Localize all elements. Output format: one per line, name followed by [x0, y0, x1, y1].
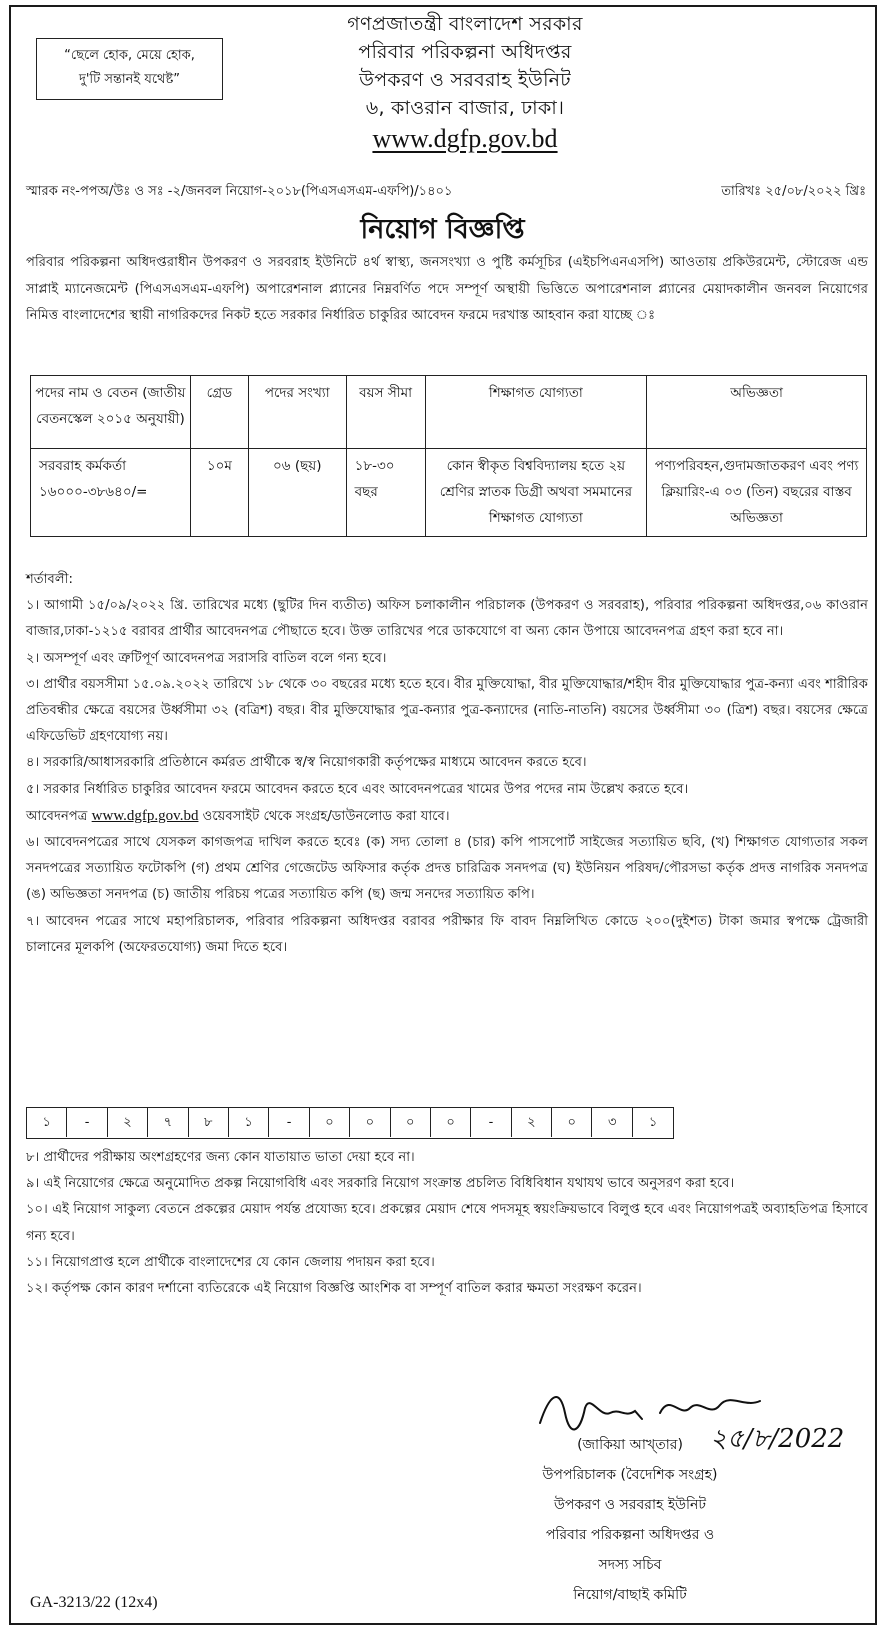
header-experience: অভিজ্ঞতা [647, 376, 867, 449]
reference-row [26, 180, 866, 204]
letterhead [230, 10, 700, 156]
signatory-unit: উপকরণ ও সরবরাহ ইউনিট [553, 1497, 707, 1513]
code-digit: - [471, 1108, 511, 1137]
term-download-note [26, 803, 868, 830]
code-digit: ০ [552, 1108, 592, 1137]
cell-count: ০৬ (ছয়) [248, 449, 346, 537]
code-digit: ২ [108, 1108, 148, 1137]
terms-section-continued [26, 1145, 868, 1302]
intro-paragraph: পরিবার পরিকল্পনা অধিদপ্তরাধীন উপকরণ ও সরবরাহ ইউনিটে ৪র্থ স্বাস্থ্য, জনসংখ্যা ও পুষ্টি কর্মসূচির (এইচপিএনএসপি) আওতায় প্রকিউরমেন্ট, স্টোরেজ এন্ড সাপ্লাই ম্যানেজমেন্ট (পিএসএসএম-এফপি) অপারেশনাল প্ল্যানের নিম্নবর্ণিত পদে সম্পূর্ণ অস্থায়ী ভিত্তিতে অপারেশনাল প্ল্যানের মেয়াদকালীন জনবল নিয়োগের নিমিত্ত বাংলাদেশের স্থায়ী নাগরিকদের নিকট হতে সরকার নির্ধারিত চাকুরির আবেদন ফরমে দরখাস্ত আহবান করা যাচ্ছে ঃ [26, 255, 868, 323]
cell-experience: পণ্যপরিবহন,গুদামজাতকরণ এবং পণ্য ক্লিয়ারিং-এ ০৩ (তিন) বছরের বাস্তব অভিজ্ঞতা [647, 449, 867, 537]
code-digit: ২ [512, 1108, 552, 1137]
code-digit: ০ [431, 1108, 471, 1137]
term-item: ৪। সরকারি/আধাসরকারি প্রতিষ্ঠানে কর্মরত প্রার্থীকে স্ব/স্ব নিয়োগকারী কর্তৃপক্ষের মাধ্যমে আবেদন করতে হবে। [26, 755, 587, 771]
letterhead-government: গণপ্রজাতন্ত্রী বাংলাদেশ সরকার [347, 13, 583, 35]
term-item: ৯। এই নিয়োগের ক্ষেত্রে অনুমোদিত প্রকল্প নিয়োগবিধি এবং সরকারি নিয়োগ সংক্রান্ত প্রচলিত বিধিবিধান যথাযথ ভাবে অনুসরণ করা হবে। [26, 1176, 735, 1192]
treasury-code-boxes [26, 1107, 674, 1139]
slogan-line: “ছেলে হোক, মেয়ে হোক, [64, 48, 195, 63]
signatory-name: (জাকিয়া আখ্তার) [577, 1437, 683, 1453]
signatory-title: উপপরিচালক (বৈদেশিক সংগ্রহ) [542, 1467, 718, 1483]
term-item: ১। আগামী ১৫/০৯/২০২২ খ্রি. তারিখের মধ্যে (ছুটির দিন ব্যতীত) অফিস চলাকালীন পরিচালক (উপকরণ ও সরবরাহ), পরিবার পরিকল্পনা অধিদপ্তর,০৬ কাওরান বাজার,ঢাকা-১২১৫ বরাবর প্রার্থীর আবেদনপত্র পৌছাতে হবে। উক্ত তারিখের পরে ডাকযোগে বা অন্য কোন উপায়ে আবেদনপত্র গ্রহণ করা হবে না। [26, 598, 868, 640]
table-row [31, 449, 867, 537]
issue-date: তারিখঃ ২৫/০৮/২০২২ খ্রিঃ [721, 184, 866, 199]
signatory-block [470, 1430, 790, 1610]
header-education: শিক্ষাগত যোগ্যতা [425, 376, 647, 449]
header-grade: গ্রেড [190, 376, 248, 449]
slogan-box [36, 38, 223, 100]
cell-post: সরবরাহ কর্মকর্তা ১৬০০০-৩৮৬৪০/= [31, 449, 191, 537]
code-digit: ০ [310, 1108, 350, 1137]
code-digit: ১ [648, 1115, 658, 1130]
download-suffix: ওয়েবসাইট থেকে সংগ্রহ/ডাউনলোড করা যাবে। [202, 808, 450, 824]
code-digit: ০ [391, 1108, 431, 1137]
code-digit: - [67, 1108, 107, 1137]
letterhead-directorate: পরিবার পরিকল্পনা অধিদপ্তর [358, 41, 572, 63]
header-age-limit: বয়স সীমা [346, 376, 425, 449]
term-item: ৫। সরকার নির্ধারিত চাকুরির আবেদন ফরমে আবেদন করতে হবে এবং আবেদনপত্রের খামের উপর পদের নাম উল্লেখ করতে হবে। [26, 781, 689, 797]
signatory-role: সদস্য সচিব [598, 1557, 662, 1573]
ad-code: GA-3213/22 (12x4) [30, 1594, 158, 1611]
letterhead-address: ৬, কাওরান বাজার, ঢাকা। [365, 97, 565, 119]
header-post-salary: পদের নাম ও বেতন (জাতীয় বেতনস্কেল ২০১৫ অনুযায়ী) [31, 376, 191, 449]
term-item: ৮। প্রার্থীদের পরীক্ষায় অংশগ্রহণের জন্য কোন যাতায়াত ভাতা দেয়া হবে না। [26, 1150, 415, 1165]
code-digit: ১ [229, 1108, 269, 1137]
download-link[interactable]: www.dgfp.gov.bd [91, 807, 199, 824]
code-digit: ৩ [592, 1108, 632, 1137]
term-item: ১২। কর্তৃপক্ষ কোন কারণ দর্শানো ব্যতিরেকে এই নিয়োগ বিজ্ঞপ্তি আংশিক বা সম্পূর্ণ বাতিল করার ক্ষমতা সংরক্ষণ করেন। [26, 1281, 642, 1297]
code-digit: ৭ [148, 1108, 188, 1137]
code-digit: - [269, 1108, 309, 1137]
cell-age: ১৮-৩০ বছর [346, 449, 425, 537]
website-link[interactable]: www.dgfp.gov.bd [372, 124, 558, 153]
terms-heading: শর্তাবলী: [26, 572, 73, 587]
terms-section [26, 567, 868, 961]
term-item: ২। অসম্পূর্ণ এবং ত্রুটিপূর্ণ আবেদনপত্র সরাসরি বাতিল বলে গন্য হবে। [26, 650, 387, 666]
cell-grade: ১০ম [190, 449, 248, 537]
code-digit: ৮ [189, 1108, 229, 1137]
table-header-row [31, 376, 867, 449]
signatory-committee: নিয়োগ/বাছাই কমিটি [573, 1587, 687, 1603]
memo-number: স্মারক নং-পপঅ/উঃ ও সঃ -২/জনবল নিয়োগ-২০১৮(পিএসএসএম-এফপি)/১৪০১ [26, 184, 453, 199]
term-item: ১১। নিয়োগপ্রাপ্ত হলে প্রার্থীকে বাংলাদেশের যে কোন জেলায় পদায়ন করা হবে। [26, 1254, 435, 1270]
posts-table [30, 375, 867, 537]
term-item: ৬। আবেদনপত্রের সাথে যেসকল কাগজপত্র দাখিল করতে হবেঃ (ক) সদ্য তোলা ৪ (চার) কপি পাসপোর্ট সাইজের সত্যায়িত ছবি, (খ) শিক্ষাগত যোগ্যতার সকল সনদপত্রের সত্যায়িত ফটোকপি (গ) প্রথম শ্রেণির গেজেটেড অফিসার কর্তৃক প্রদত্ত চারিত্রিক সনদপত্র (ঘ) ইউনিয়ন পরিষদ/পৌরসভা কর্তৃক প্রদত্ত নাগরিক সনদপত্র (ঙ) অভিজ্ঞতা সনদপত্র (চ) জাতীয় পরিচয় পত্রের সত্যায়িত কপি (ছ) জন্ম সনদের সত্যায়িত কপি। [26, 835, 868, 903]
header-post-count: পদের সংখ্যা [248, 376, 346, 449]
letterhead-unit: উপকরণ ও সরবরাহ ইউনিট [359, 69, 571, 91]
term-item: ৩। প্রার্থীর বয়সসীমা ১৫.০৯.২০২২ তারিখে ১৮ থেকে ৩০ বছরের মধ্যে হতে হবে। বীর মুক্তিযোদ্ধা, বীর মুক্তিযোদ্ধার/শহীদ বীর মুক্তিযোদ্ধার পুত্র-কন্যা এবং শারীরিক প্রতিবন্ধীর ক্ষেত্রে বয়সের উর্ধ্বসীমা ৩২ (বত্রিশ) বছর। বীর মুক্তিযোদ্ধার পুত্র-কন্যার পুত্র-কন্যাদের (নাতি-নাতনি) বয়সের উর্ধ্বসীমা ৩০ (ত্রিশ) বছর। বয়সের ক্ষেত্রে এফিডেভিট গ্রহণযোগ্য নয়। [26, 676, 868, 745]
slogan-line: দু'টি সন্তানই যথেষ্ট” [79, 72, 180, 87]
code-digit: ১ [27, 1108, 67, 1137]
code-digit: ০ [350, 1108, 390, 1137]
term-item: ১০। এই নিয়োগ সাকুল্য বেতনে প্রকল্পের মেয়াদ পর্যন্ত প্রযোজ্য হবে। প্রকল্পের মেয়াদ শেষে পদসমূহ স্বয়ংক্রিয়ভাবে বিলুপ্ত হবে এবং নিয়োগপত্রই অব্যাহতিপত্র হিসাবে গন্য হবে। [26, 1202, 868, 1244]
cell-education: কোন স্বীকৃত বিশ্ববিদ্যালয় হতে ২য় শ্রেণির স্নাতক ডিগ্রী অথবা সমমানের শিক্ষাগত যোগ্যতা [425, 449, 647, 537]
handwritten-date: ২৫/৮/2022 [710, 1424, 845, 1454]
notice-title: নিয়োগ বিজ্ঞপ্তি [360, 214, 525, 245]
download-prefix: আবেদনপত্র [26, 808, 92, 824]
signatory-directorate: পরিবার পরিকল্পনা অধিদপ্তর ও [545, 1527, 715, 1543]
term-item: ৭। আবেদন পত্রের সাথে মহাপরিচালক, পরিবার পরিকল্পনা অধিদপ্তর বরাবর পরীক্ষার ফি বাবদ নিম্নলিখিত কোডে ২০০(দুইশত) টাকা জমার স্বপক্ষে ট্রেজারী চালানের মূলকপি (অফেরতযোগ্য) জমা দিতে হবে। [26, 913, 868, 955]
